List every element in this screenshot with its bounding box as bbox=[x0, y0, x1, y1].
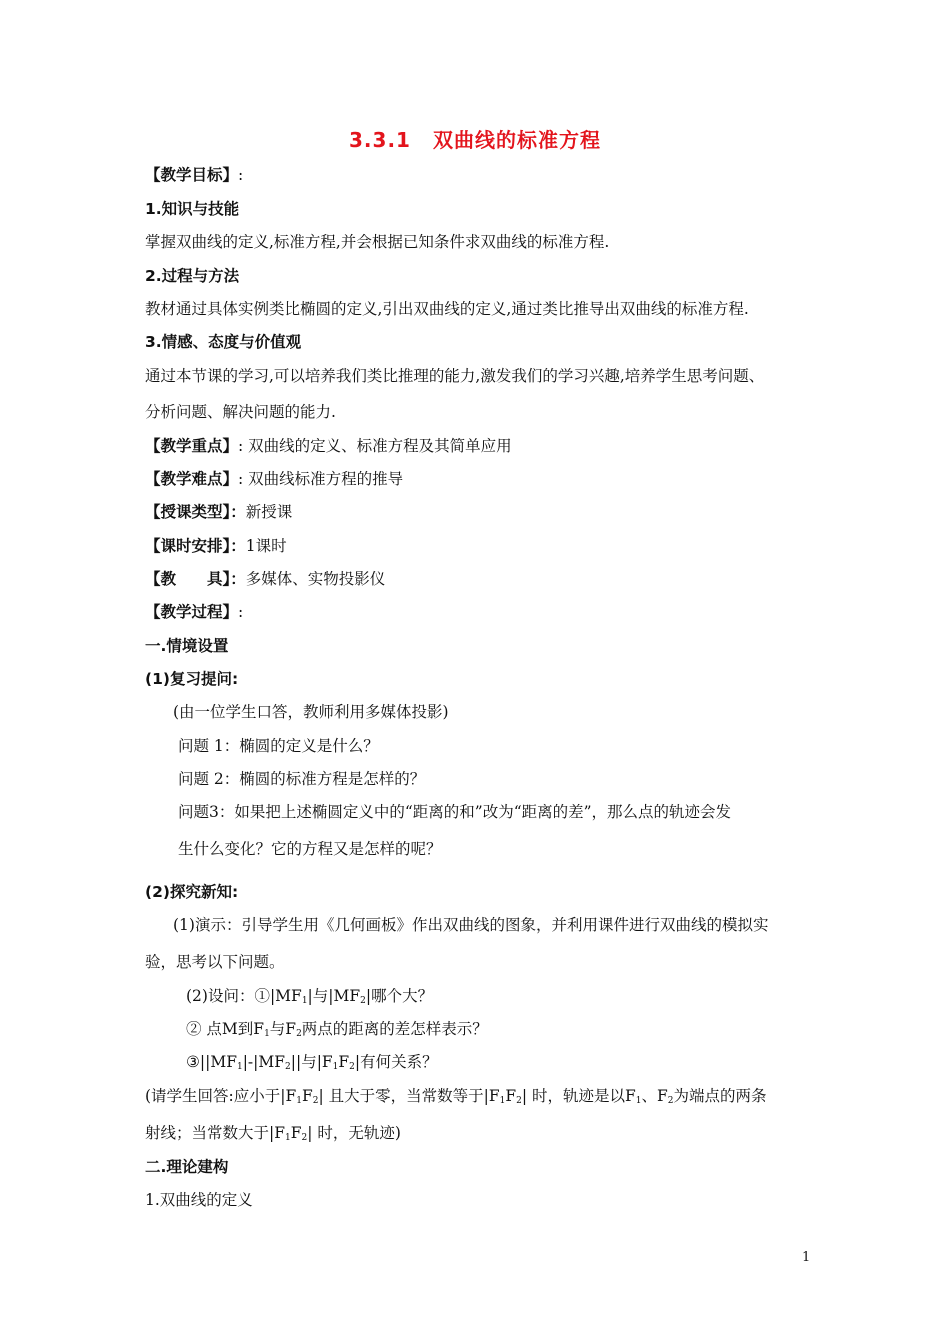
k2-text: 教材通过具体实例类比椭圆的定义,引出双曲线的定义,通过类比推导出双曲线的标准方程. bbox=[145, 300, 749, 318]
demo-line2: 验，思考以下问题。 bbox=[145, 953, 285, 971]
tools-row: 【教 具】：多媒体、实物投影仪 bbox=[145, 570, 386, 588]
section1-heading: 一.情境设置 bbox=[145, 637, 229, 655]
section2-heading: 二.理论建构 bbox=[145, 1158, 229, 1176]
answer-line2: 射线；当常数大于$|F_1F_2|$ 时，无轨迹) bbox=[145, 1124, 401, 1143]
question-3-line2: 生什么变化？它的方程又是怎样的呢？ bbox=[178, 840, 442, 858]
question-1: 问题 1：椭圆的定义是什么？ bbox=[178, 737, 379, 755]
k1-text: 掌握双曲线的定义,标准方程,并会根据已知条件求双曲线的标准方程. bbox=[145, 233, 610, 251]
definition-item: 1.双曲线的定义 bbox=[145, 1191, 253, 1209]
page-number: 1 bbox=[802, 1250, 811, 1265]
title-text: 双曲线的标准方程 bbox=[432, 128, 601, 152]
focus-row: 【教学重点】: 双曲线的定义、标准方程及其简单应用 bbox=[145, 437, 512, 455]
k2-heading: 2.过程与方法 bbox=[145, 267, 240, 285]
k1-heading: 1.知识与技能 bbox=[145, 200, 240, 218]
time-row: 【课时安排】：1课时 bbox=[145, 537, 287, 555]
objectives-heading: 【教学目标】: bbox=[145, 166, 244, 184]
review-note: (由一位学生口答，教师利用多媒体投影) bbox=[173, 703, 449, 721]
type-row: 【授课类型】：新授课 bbox=[145, 503, 293, 521]
difficulty-row: 【教学难点】: 双曲线标准方程的推导 bbox=[145, 470, 404, 488]
sub-question-1: (2)设问：$①|MF_1|$与$|MF_2|$哪个大？ bbox=[186, 987, 434, 1006]
k3-heading: 3.情感、态度与价值观 bbox=[145, 333, 302, 351]
title-number: 3.3.1 bbox=[349, 128, 411, 152]
process-row: 【教学过程】: bbox=[145, 603, 244, 621]
sub-question-3: $③||MF_1|-|MF_2||$与$|F_1F_2|$有何关系？ bbox=[186, 1053, 438, 1072]
k3-text-line1: 通过本节课的学习,可以培养我们类比推理的能力,激发我们的学习兴趣,培养学生思考问题、 bbox=[145, 367, 765, 385]
answer-line1: (请学生回答:应小于$|F_1F_2|$ 且大于零，当常数等于$|F_1F_2|$ 时，轨迹是以$F_1$、$F_2$为端点的两条 bbox=[145, 1087, 767, 1106]
k3-text-line2: 分析问题、解决问题的能力. bbox=[145, 403, 336, 421]
question-3-line1: 问题3：如果把上述椭圆定义中的“距离的和”改为“距离的差”，那么点的轨迹会发 bbox=[178, 803, 732, 821]
review-heading: (1)复习提问: bbox=[145, 670, 239, 688]
page-title bbox=[0, 124, 950, 153]
demo-line1: (1)演示：引导学生用《几何画板》作出双曲线的图象，并利用课件进行双曲线的模拟实 bbox=[173, 916, 769, 934]
question-2: 问题 2：椭圆的标准方程是怎样的？ bbox=[178, 770, 426, 788]
sub-question-2: ② 点M到$F_1$与$F_2$两点的距离的差怎样表示？ bbox=[186, 1020, 488, 1039]
explore-heading: (2)探究新知: bbox=[145, 883, 239, 901]
